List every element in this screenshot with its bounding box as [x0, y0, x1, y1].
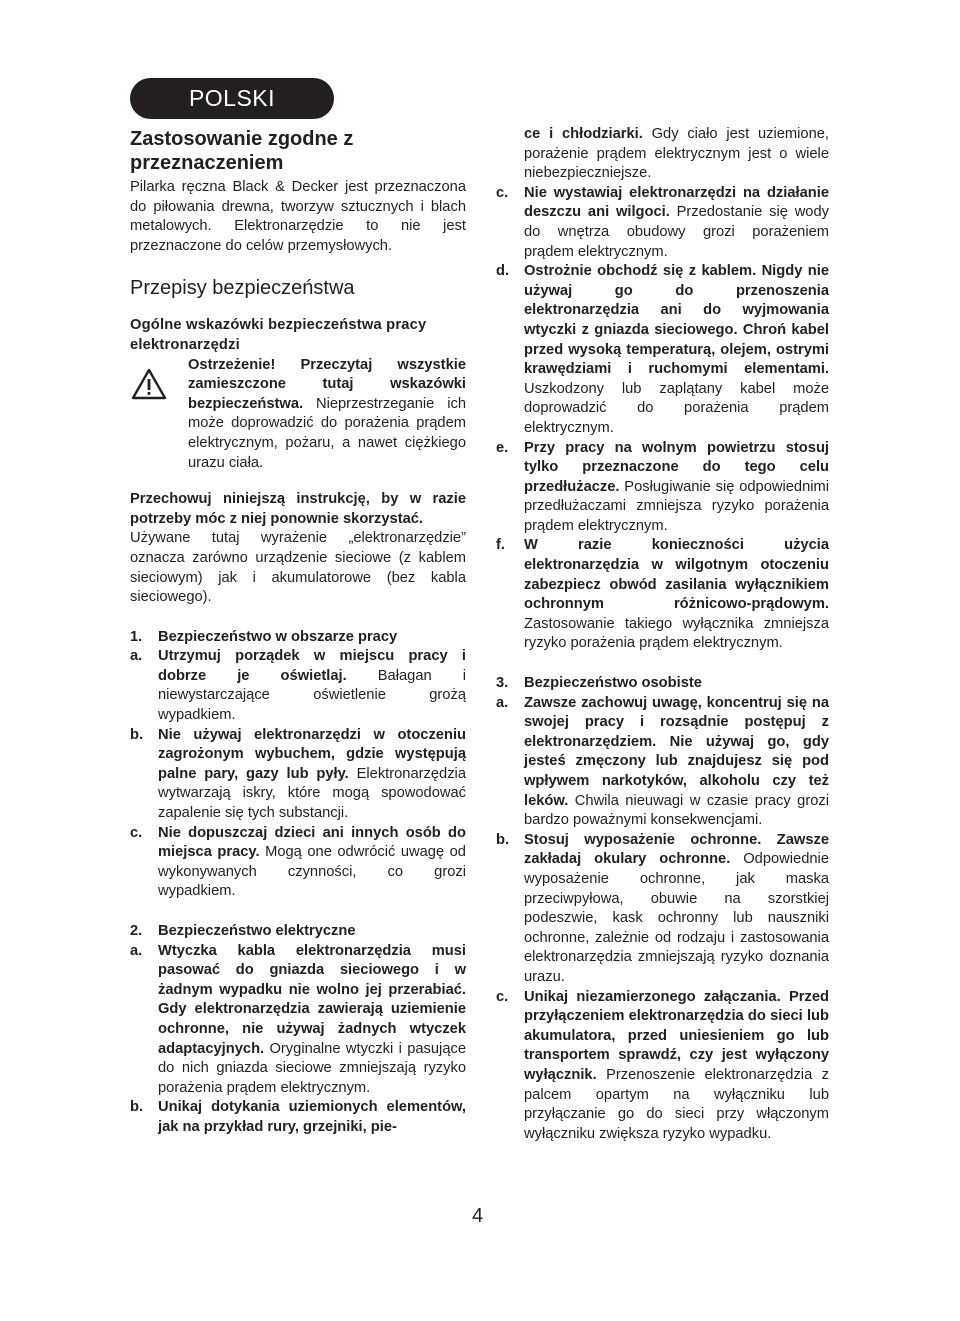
general-heading: Ogólne wskazówki bezpieczeństwa pracy elektronarzędzi — [130, 317, 427, 353]
list-item: c. Nie wystawiaj elektronarzędzi na działanie deszczu ani wilgoci. Przedostanie się wody do wnętrza obudowy grozi porażeniem prądem elektrycznym. — [496, 184, 829, 260]
term-definition: Używane tutaj wyrażenie „elektronarzędzie” oznacza zarówno urządzenie sieciowe (z kablem sieciowym) jak i akumulatorowe (bez kabla sieciowego). — [130, 530, 466, 606]
warning-triangle-icon — [130, 356, 188, 474]
list-item: a. Zawsze zachowuj uwagę, koncentruj się na swojej pracy i rozsądnie postępuj z elektronarzędziem. Nie używaj go, gdy jesteś zmęczony lub znajdujesz się pod wpływem narkotyków, alkoholu czy też leków. Chwila nieuwagi w czasie pracy grozi bardzo poważnymi konsekwencjami. — [496, 694, 829, 829]
section-3-heading: 3. Bezpieczeństwo osobiste — [496, 675, 702, 692]
list-item: d. Ostrożnie obchodź się z kablem. Nigdy nie używaj go do przenoszenia elektronarzędzia ani do wyjmowania wtyczki z gniazda sieciowego. Chroń kabel przed wysoką temperaturą, olejem, ostrymi krawędziami i ruchomymi elementami. Uszkodzony lub zaplątany kabel może doprowadzić do porażenia prądem elektrycznym. — [496, 263, 829, 436]
warning-text: Nieprzestrzeganie ich może doprowadzić do porażenia prądem elektrycznym, pożaru, a nawet ciężkiego urazu ciała. — [188, 395, 466, 471]
page-number: 4 — [472, 1205, 484, 1227]
section-2-heading: 2. Bezpieczeństwo elektryczne — [130, 923, 356, 939]
safety-title: Przepisy bezpieczeństwa — [130, 277, 355, 300]
list-item: b. Unikaj dotykania uziemionych elementów, jak na przykład rury, grzejniki, pie- — [130, 1099, 466, 1135]
keep-instructions: Przechowuj niniejszą instrukcję, by w razie potrzeby móc z niej ponownie skorzystać. — [130, 491, 466, 527]
section-1-heading: 1. Bezpieczeństwo w obszarze pracy — [130, 628, 398, 645]
language-badge: POLSKI — [130, 78, 334, 119]
list-item: a. Utrzymuj porządek w miejscu pracy i dobrze je oświetlaj. Bałagan i niewystarczające oświetlenie grożą wypadkiem. — [130, 648, 466, 724]
list-item: b. Stosuj wyposażenie ochronne. Zawsze zakładaj okulary ochronne. Odpowiednie wyposażenie ochronne, jak maska przeciwpyłowa, obuwie na szorstkiej podeszwie, kask ochronny lub nauszniki ochronne, zależnie od rodzaju i zastosowania elektronarzędzia zmniejszają ryzyko doznania urazu. — [496, 831, 829, 985]
list-item: a. Wtyczka kabla elektronarzędzia musi pasować do gniazda sieciowego i w żadnym wypadku nie wolno jej przerabiać. Gdy elektronarzędzia zawierają uziemienie ochronne, nie używaj żadnych wtyczek adaptacyjnych. Oryginalne wtyczki i pasujące do nich gniazda sieciowe zmniejszają ryzyko porażenia prądem elektrycznym. — [130, 942, 466, 1096]
left-column — [130, 125, 466, 1138]
list-item: c. Nie dopuszczaj dzieci ani innych osób do miejsca pracy. Mogą one odwrócić uwagę od wykonywanych czynności, co grozi wypadkiem. — [130, 824, 466, 900]
list-item: c. Unikaj niezamierzonego załączania. Przed przyłączeniem elektronarzędzia do sieci lub akumulatora, przed uniesieniem go lub transportem sprawdź, czy jest wyłączony wyłącznik. Przenoszenie elektronarzędzia z palcem opartym na wyłączniku lub przyłączanie go do sieci przy włączonym wyłączniku zwiększa ryzyko wypadku. — [496, 988, 829, 1142]
list-item: f. W razie konieczności użycia elektronarzędzia w wilgotnym otoczeniu zabezpiecz obwód zasilania wyłącznikiem ochronnym różnicowo-prądowym. Zastosowanie takiego wyłącznika zmniejsza ryzyko porażenia prądem elektrycznym. — [496, 537, 829, 652]
continuation-text: ce i chłodziarki. Gdy ciało jest uziemione, porażenie prądem elektrycznym jest o wiele niebezpieczniejsze. — [524, 126, 829, 182]
warning-bold: Ostrzeżenie! Przeczytaj wszystkie zamieszczone tutaj wskazówki bezpieczeństwa. — [188, 356, 466, 412]
list-item: b. Nie używaj elektronarzędzi w otoczeniu zagrożonym wybuchem, gdzie występują palne pary, gazy lub pyły. Elektronarzędzia wytwarzają iskry, które mogą spowodować zapalenie się tych substancji. — [130, 726, 466, 822]
warning-block — [130, 356, 466, 474]
intended-use-text: Pilarka ręczna Black & Decker jest przeznaczona do piłowania drewna, tworzyw sztucznych i blach metalowych. Elektronarzędzie to nie jest przeznaczone do celów przemysłowych. — [130, 179, 466, 254]
list-item: e. Przy pracy na wolnym powietrzu stosuj tylko przeznaczone do tego celu przedłużacze. Posługiwanie się odpowiednimi przedłużaczami zmniejsza ryzyko porażenia prądem elektrycznym. — [496, 439, 829, 534]
right-column — [496, 125, 829, 1144]
intended-use-title: Zastosowanie zgodne z przeznaczeniem — [130, 128, 354, 174]
